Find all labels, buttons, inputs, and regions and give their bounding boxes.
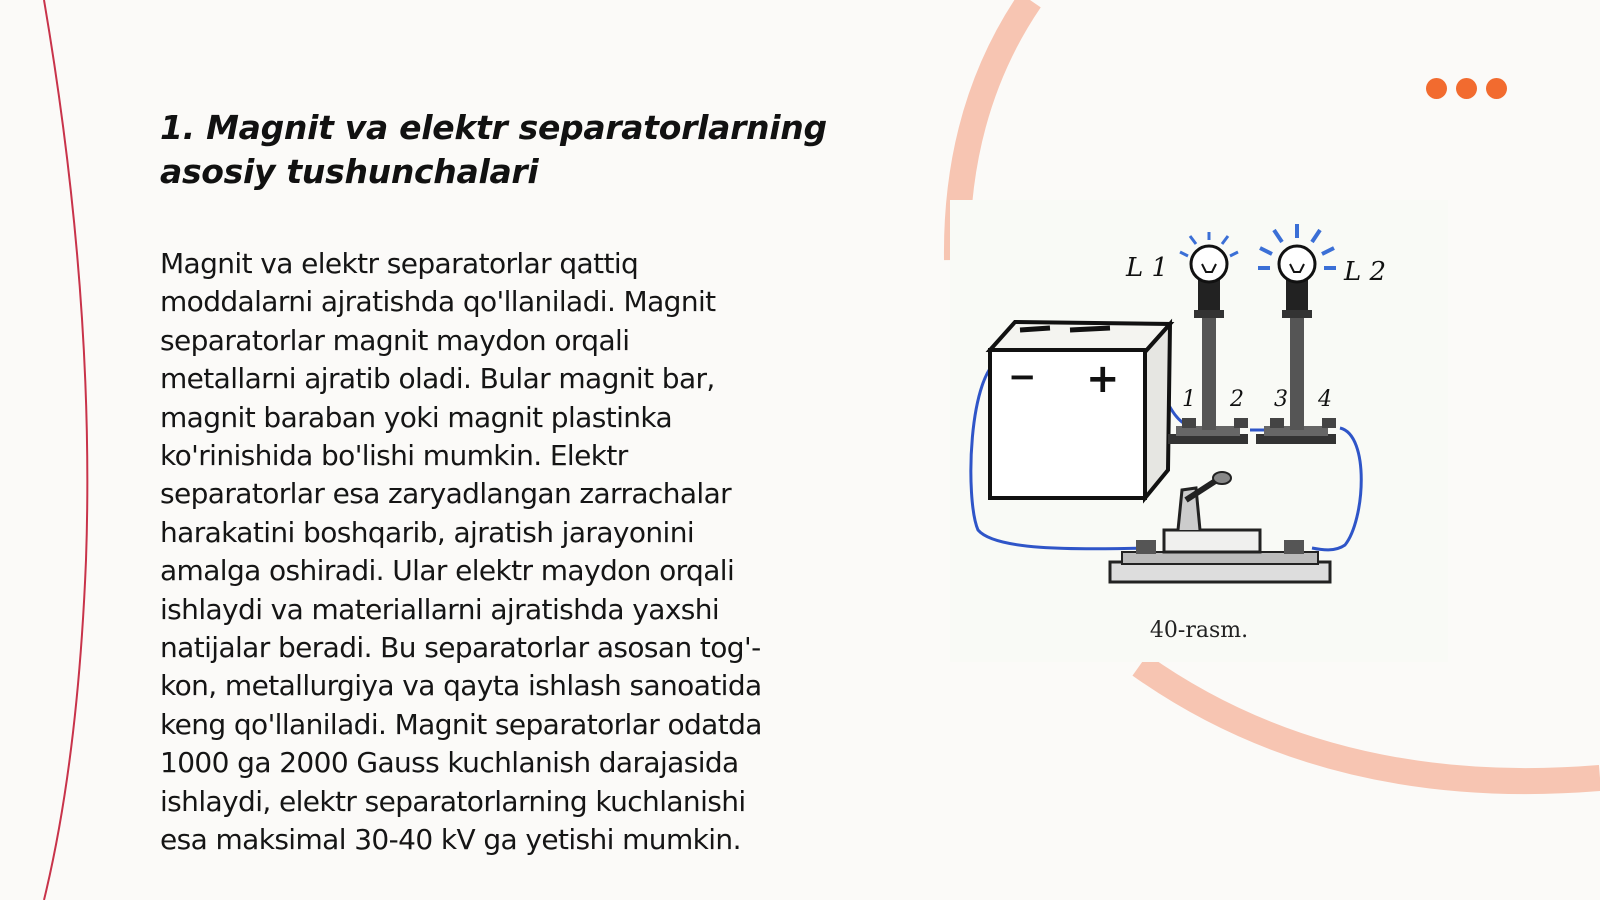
body-line: amalga oshiradi. Ular elektr maydon orqali [160, 554, 735, 588]
body-line: harakatini boshqarib, ajratish jarayonini [160, 515, 695, 549]
accent-dot [1426, 78, 1447, 99]
title-line: 1. Magnit va elektr separatorlarning [160, 108, 827, 147]
left-accent-line [44, 0, 87, 900]
lamp-label-l2: L 2 [1344, 257, 1387, 287]
terminal-label-2: 2 [1230, 387, 1244, 412]
body-line: Magnit va elektr separatorlar qattiq [160, 247, 639, 280]
menu-dots [1426, 78, 1507, 99]
body-line: moddalarni ajratishda qo'llaniladi. Magnit [160, 285, 716, 319]
body-line: natijalar beradi. Bu separatorlar asosan tog'- [160, 631, 761, 665]
circuit-diagram [950, 200, 1448, 620]
body-line: esa maksimal 30-40 kV ga yetishi mumkin. [160, 823, 741, 857]
battery-plus-sign: + [1086, 356, 1120, 402]
accent-dot [1456, 78, 1477, 99]
body-line: separatorlar magnit maydon orqali [160, 323, 630, 357]
body-line: ishlaydi va materiallarni ajratishda yaxshi [160, 592, 720, 626]
wire-right [1312, 428, 1361, 550]
body-line: 1000 ga 2000 Gauss kuchlanish darajasida [160, 746, 739, 780]
body-line: keng qo'llaniladi. Magnit separatorlar odatda [160, 707, 762, 741]
terminal-label-1: 1 [1182, 387, 1196, 412]
body-line: magnit baraban yoki magnit plastinka [160, 400, 673, 434]
body-line: ishlaydi, elektr separatorlarning kuchlanishi [160, 784, 746, 818]
lamp-l1 [1168, 232, 1248, 444]
body-line: separatorlar esa zaryadlangan zarrachalar [160, 477, 732, 511]
body-line: kon, metallurgiya va qayta ishlash sanoatida [160, 669, 762, 703]
slide-title [160, 106, 880, 194]
body-line: ko'rinishida bo'lishi mumkin. Elektr [160, 439, 628, 473]
figure-caption: 40-rasm. [1149, 618, 1249, 643]
body-line: metallarni ajratib oladi. Bular magnit bar, [160, 362, 715, 396]
lamp-label-l1: L 1 [1126, 253, 1169, 283]
body-paragraph [160, 245, 860, 860]
title-line: asosiy tushunchalari [160, 152, 539, 191]
battery [990, 322, 1170, 498]
accent-dot [1486, 78, 1507, 99]
battery-minus-sign: − [1008, 357, 1037, 397]
circuit-figure [950, 200, 1448, 662]
decorative-arc-lower [1140, 665, 1600, 781]
terminal-label-3: 3 [1274, 387, 1288, 412]
terminal-label-4: 4 [1318, 387, 1332, 412]
